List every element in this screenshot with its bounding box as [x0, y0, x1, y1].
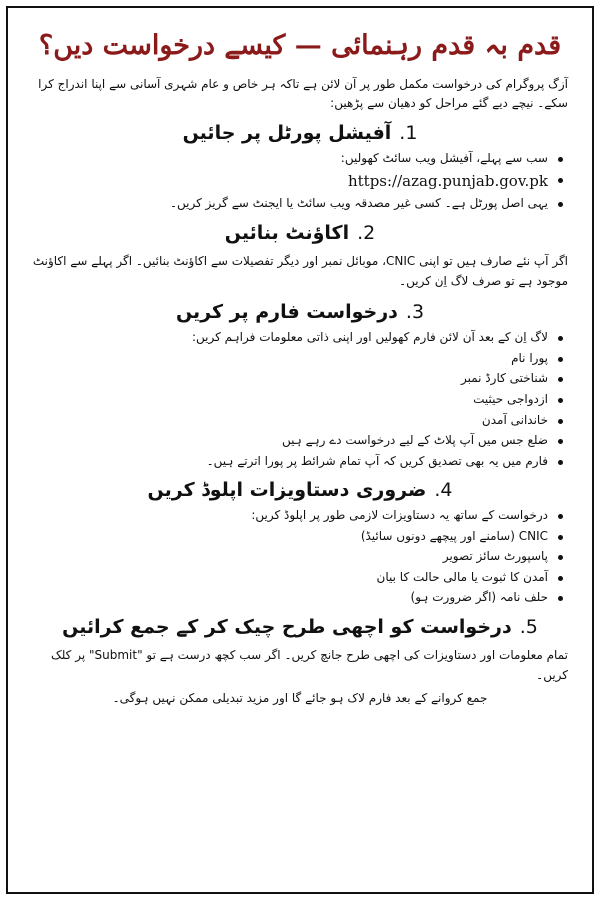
- list-item: شناختی کارڈ نمبر: [32, 371, 548, 387]
- list-item: لاگ اِن کے بعد آن لائن فارم کھولیں اور اپنی ذاتی معلومات فراہم کریں:: [32, 330, 548, 346]
- step-3-heading: [32, 301, 568, 324]
- step-5-text: تمام معلومات اور دستاویزات کی اچھی طرح جانچ کریں۔ اگر سب کچھ درست ہے تو "Submit" پر کلک کریں۔: [50, 647, 568, 683]
- list-item: سب سے پہلے، آفیشل ویب سائٹ کھولیں:: [32, 151, 548, 167]
- page-title: قدم بہ قدم رہنمائی — کیسے درخواست دیں؟: [38, 30, 562, 61]
- step-5-note: جمع کروانے کے بعد فارم لاک ہو جائے گا اور مزید تبدیلی ممکن نہیں ہوگی۔: [112, 690, 488, 705]
- list-item: حلف نامہ (اگر ضرورت ہو): [32, 590, 548, 606]
- step-4-heading: [32, 479, 568, 502]
- step-1-list: [32, 151, 568, 212]
- step-4-title: ضروری دستاویزات اپلوڈ کریں: [147, 479, 427, 502]
- step-1-heading: [32, 122, 568, 145]
- step-3-title: درخواست فارم پر کریں: [175, 301, 398, 324]
- list-item: CNIC (سامنے اور پیچھے دونوں سائیڈ): [32, 529, 548, 545]
- list-item: ازدواجی حیثیت: [32, 392, 548, 408]
- step-3-list: [32, 330, 568, 469]
- list-item: ضلع جس میں آپ پلاٹ کے لیے درخواست دے رہے ہیں: [32, 433, 548, 449]
- step-1-title: آفیشل پورٹل پر جائیں: [182, 122, 392, 145]
- step-2-title: اکاؤنٹ بنائیں: [224, 221, 350, 244]
- list-item: درخواست کے ساتھ یہ دستاویزات لازمی طور پر اپلوڈ کریں:: [32, 508, 548, 524]
- step-5-number: .5: [519, 616, 538, 639]
- list-item: یہی اصل پورٹل ہے۔ کسی غیر مصدقہ ویب سائٹ یا ایجنٹ سے گریز کریں۔: [32, 196, 548, 212]
- list-item: پاسپورٹ سائز تصویر: [32, 549, 548, 565]
- step-2-number: .2: [357, 221, 376, 244]
- step-2-text: اگر آپ نئے صارف ہیں تو اپنی CNIC، موبائل نمبر اور دیگر تفصیلات سے اکاؤنٹ بنائیں۔ اگر پہلے سے اکاؤنٹ موجود ہے تو صرف لاگ اِن کریں۔: [32, 253, 568, 288]
- intro-text: آزگ پروگرام کی درخواست مکمل طور پر آن لائن ہے تاکہ ہر خاص و عام شہری آسانی سے اپنا اندراج کرا سکے۔ نیچے دیے گئے مراحل کو دھیان سے پڑھیں:: [38, 77, 568, 110]
- list-item: پورا نام: [32, 351, 548, 367]
- portal-url-link[interactable]: https://azag.punjab.gov.pk: [32, 172, 548, 192]
- step-2-heading: [32, 222, 568, 245]
- step-1-number: .1: [399, 122, 418, 145]
- list-item: آمدن کا ثبوت یا مالی حالت کا بیان: [32, 570, 548, 586]
- step-5-title: درخواست کو اچھی طرح چیک کر کے جمع کرائیں: [62, 616, 512, 639]
- step-4-number: .4: [434, 479, 453, 502]
- list-item: فارم میں یہ بھی تصدیق کریں کہ آپ تمام شرائط پر پورا اترتے ہیں۔: [32, 454, 548, 470]
- step-5-heading: [32, 616, 568, 639]
- step-3-number: .3: [405, 301, 425, 324]
- document-frame: [6, 6, 594, 894]
- step-4-list: [32, 508, 568, 606]
- list-item: خاندانی آمدن: [32, 413, 548, 429]
